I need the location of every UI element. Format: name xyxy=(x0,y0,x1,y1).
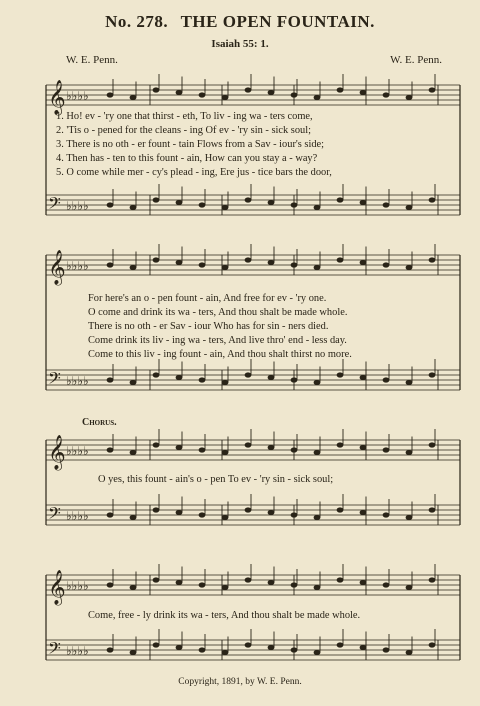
treble-staff-2-note xyxy=(153,257,160,262)
verse-1-line-1: 1. Ho! ev - 'ry one that thirst - eth, To liv - ing wa - ters come, xyxy=(56,111,313,122)
bass-staff-3-clef: 𝄢 xyxy=(48,503,61,527)
bass-staff-3-note xyxy=(268,510,275,515)
bass-staff-2-note xyxy=(268,375,275,380)
treble-staff-1-note xyxy=(153,87,160,92)
bass-staff-3-note xyxy=(222,515,229,520)
treble-staff-1-clef: 𝄞 xyxy=(48,80,66,115)
treble-staff-3-note xyxy=(176,445,183,450)
bass-staff-4-note xyxy=(314,650,321,655)
verse-5-line-1: 5. O come while mer - cy's plead - ing, Ere jus - tice bars the door, xyxy=(56,167,332,178)
bass-staff-3-note xyxy=(245,507,252,512)
treble-staff-4-clef: 𝄞 xyxy=(48,570,66,605)
bass-staff-1-note xyxy=(107,202,114,207)
bass-staff-2-clef: 𝄢 xyxy=(48,368,61,392)
treble-staff-3-note xyxy=(107,447,114,452)
treble-staff-4-note xyxy=(314,585,321,590)
treble-staff-1-note xyxy=(360,90,367,95)
treble-staff-2-note xyxy=(406,265,413,270)
bass-staff-4-note xyxy=(360,645,367,650)
bass-staff-1-key-signature: ♭♭♭♭ xyxy=(66,199,89,213)
treble-staff-3-note xyxy=(245,442,252,447)
bass-staff-1-note xyxy=(314,205,321,210)
treble-staff-1-note xyxy=(429,87,436,92)
bass-staff-2-note xyxy=(153,372,160,377)
treble-staff-4-note xyxy=(337,577,344,582)
bass-staff-4-note xyxy=(268,645,275,650)
treble-staff-4-key-signature: ♭♭♭♭ xyxy=(66,579,89,593)
chorus-label: Chorus. xyxy=(82,417,117,428)
words-author: W. E. Penn. xyxy=(66,54,118,66)
bass-staff-1-note xyxy=(383,202,390,207)
copyright-notice: Copyright, 1891, by W. E. Penn. xyxy=(178,677,302,687)
bass-staff-1-note xyxy=(176,200,183,205)
bass-staff-3-key-signature: ♭♭♭♭ xyxy=(66,509,89,523)
treble-staff-4-note xyxy=(245,577,252,582)
bass-staff-4-clef: 𝄢 xyxy=(48,638,61,662)
treble-staff-1-note xyxy=(337,87,344,92)
treble-staff-3-note xyxy=(429,442,436,447)
bass-staff-3-note xyxy=(199,512,206,517)
bass-staff-2-note xyxy=(130,380,137,385)
treble-staff-1-key-signature: ♭♭♭♭ xyxy=(66,89,89,103)
bass-staff-1-note xyxy=(337,197,344,202)
bass-staff-4-note xyxy=(153,642,160,647)
treble-staff-2-note xyxy=(337,257,344,262)
treble-staff-2-note xyxy=(130,265,137,270)
bass-staff-3-note xyxy=(107,512,114,517)
treble-staff-3-note xyxy=(130,450,137,455)
bass-staff-1-note xyxy=(429,197,436,202)
bass-staff-3-note xyxy=(406,515,413,520)
hymn-name: THE OPEN FOUNTAIN. xyxy=(180,12,375,31)
treble-staff-1-note xyxy=(314,95,321,100)
bass-staff-2-note xyxy=(245,372,252,377)
treble-staff-3-note xyxy=(337,442,344,447)
treble-staff-1-note xyxy=(406,95,413,100)
bass-staff-3-note xyxy=(314,515,321,520)
bass-staff-4-note xyxy=(429,642,436,647)
bass-staff-1-note xyxy=(153,197,160,202)
verse-4-line-1: 4. Then has - ten to this fount - ain, How can you stay a - way? xyxy=(56,153,318,164)
treble-staff-4-note xyxy=(383,582,390,587)
treble-staff-2-clef: 𝄞 xyxy=(48,250,66,285)
verse-2-line-1: 2. 'Tis o - pened for the cleans - ing Of ev - 'ry sin - sick soul; xyxy=(56,125,312,136)
verse-2-line-2: O come and drink its wa - ters, And thou shalt be made whole. xyxy=(88,307,348,318)
bass-staff-3-note xyxy=(383,512,390,517)
bass-staff-3-note xyxy=(429,507,436,512)
bass-staff-2-note xyxy=(360,375,367,380)
bass-staff-2-key-signature: ♭♭♭♭ xyxy=(66,374,89,388)
treble-staff-2-note xyxy=(314,265,321,270)
treble-staff-3-note xyxy=(406,450,413,455)
bass-staff-3-note xyxy=(153,507,160,512)
treble-staff-3-note xyxy=(360,445,367,450)
treble-staff-3-note xyxy=(383,447,390,452)
bass-staff-4-key-signature: ♭♭♭♭ xyxy=(66,644,89,658)
treble-staff-2-note xyxy=(383,262,390,267)
bass-staff-4-note xyxy=(107,647,114,652)
treble-staff-1-note xyxy=(176,90,183,95)
treble-staff-4-note xyxy=(268,580,275,585)
chorus-line-1: O yes, this fount - ain's o - pen To ev - 'ry sin - sick soul; xyxy=(98,474,334,485)
bass-staff-4-note xyxy=(383,647,390,652)
scripture-reference: Isaiah 55: 1. xyxy=(211,38,269,50)
treble-staff-2-note xyxy=(268,260,275,265)
bass-staff-2-note xyxy=(176,375,183,380)
treble-staff-2-note xyxy=(222,265,229,270)
bass-staff-1-note xyxy=(268,200,275,205)
treble-staff-3-note xyxy=(314,450,321,455)
treble-staff-2-note xyxy=(245,257,252,262)
treble-staff-4-note xyxy=(429,577,436,582)
bass-staff-2-note xyxy=(337,372,344,377)
bass-staff-2-note xyxy=(429,372,436,377)
bass-staff-3-note xyxy=(337,507,344,512)
bass-staff-1-note xyxy=(406,205,413,210)
treble-staff-1-note xyxy=(245,87,252,92)
bass-staff-1-clef: 𝄢 xyxy=(48,193,61,217)
treble-staff-2-note xyxy=(199,262,206,267)
bass-staff-4-note xyxy=(130,650,137,655)
treble-staff-4-note xyxy=(222,585,229,590)
treble-staff-4-note xyxy=(153,577,160,582)
bass-staff-3-note xyxy=(176,510,183,515)
bass-staff-2-note xyxy=(222,380,229,385)
bass-staff-1-note xyxy=(360,200,367,205)
verse-3-line-1: 3. There is no oth - er fount - tain Flows from a Sav - iour's side; xyxy=(56,139,325,150)
treble-staff-2-key-signature: ♭♭♭♭ xyxy=(66,259,89,273)
verse-3-line-2: There is no oth - er Sav - iour Who has for sin - ners died. xyxy=(88,321,329,332)
treble-staff-1-note xyxy=(383,92,390,97)
bass-staff-1-note xyxy=(130,205,137,210)
treble-staff-3-note xyxy=(153,442,160,447)
bass-staff-4-note xyxy=(337,642,344,647)
bass-staff-4-note xyxy=(222,650,229,655)
verse-4-line-2: Come drink its liv - ing wa - ters, And live thro' end - less day. xyxy=(88,335,347,346)
treble-staff-2-note xyxy=(360,260,367,265)
treble-staff-4-note xyxy=(176,580,183,585)
verse-5-line-2: Come to this liv - ing fount - ain, And thou shalt thirst no more. xyxy=(88,349,352,360)
treble-staff-4-note xyxy=(107,582,114,587)
treble-staff-1-note xyxy=(107,92,114,97)
treble-staff-2-note xyxy=(107,262,114,267)
bass-staff-2-note xyxy=(199,377,206,382)
bass-staff-1-note xyxy=(222,205,229,210)
bass-staff-4-note xyxy=(199,647,206,652)
treble-staff-4-note xyxy=(406,585,413,590)
treble-staff-1-note xyxy=(222,95,229,100)
treble-staff-4-note xyxy=(130,585,137,590)
treble-staff-1-note xyxy=(199,92,206,97)
treble-staff-1-note xyxy=(268,90,275,95)
treble-staff-1-note xyxy=(130,95,137,100)
bass-staff-1-note xyxy=(245,197,252,202)
treble-staff-3-note xyxy=(268,445,275,450)
treble-staff-3-key-signature: ♭♭♭♭ xyxy=(66,444,89,458)
verse-1-line-2: For here's an o - pen fount - ain, And free for ev - 'ry one. xyxy=(88,293,327,304)
treble-staff-3-note xyxy=(222,450,229,455)
bass-staff-2-note xyxy=(314,380,321,385)
bass-staff-4-note xyxy=(406,650,413,655)
hymn-number: No. 278. xyxy=(105,12,169,31)
bass-staff-2-note xyxy=(383,377,390,382)
music-author: W. E. Penn. xyxy=(390,54,442,66)
treble-staff-2-note xyxy=(176,260,183,265)
treble-staff-4-note xyxy=(360,580,367,585)
bass-staff-3-note xyxy=(360,510,367,515)
bass-staff-3-note xyxy=(130,515,137,520)
treble-staff-3-clef: 𝄞 xyxy=(48,435,66,470)
bass-staff-4-note xyxy=(245,642,252,647)
bass-staff-2-note xyxy=(406,380,413,385)
treble-staff-2-note xyxy=(429,257,436,262)
bass-staff-4-note xyxy=(176,645,183,650)
chorus-line-2: Come, free - ly drink its wa - ters, And thou shalt be made whole. xyxy=(88,610,361,621)
bass-staff-1-note xyxy=(199,202,206,207)
treble-staff-4-note xyxy=(199,582,206,587)
bass-staff-2-note xyxy=(107,377,114,382)
treble-staff-3-note xyxy=(199,447,206,452)
